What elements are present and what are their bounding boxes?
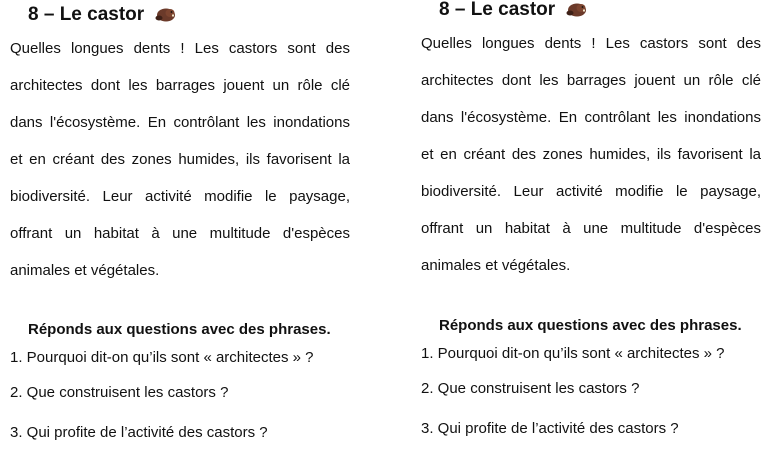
question-list xyxy=(421,339,761,449)
worksheet-right xyxy=(421,0,761,449)
beaver-icon xyxy=(566,1,588,17)
questions-header: Réponds aux questions avec des phrases. xyxy=(28,321,331,338)
worksheet-title xyxy=(421,0,761,25)
questions-section xyxy=(421,313,761,449)
title-text: 8 – Le castor xyxy=(439,0,556,20)
question-list xyxy=(10,343,350,453)
question-item: 1. Pourquoi dit-on qu’ils sont « architectes » ? xyxy=(10,349,314,366)
beaver-icon xyxy=(155,6,177,22)
question-item: 2. Que construisent les castors ? xyxy=(421,380,640,397)
questions-header: Réponds aux questions avec des phrases. xyxy=(439,317,742,334)
worksheet-title xyxy=(10,0,350,30)
question-item: 2. Que construisent les castors ? xyxy=(10,384,229,401)
paragraph-text: Quelles longues dents ! Les castors sont des architectes dont les barrages jouent un rôle clé dans l'écosystème. En contrôlant les inondations et en créant des zones humides, ils favorisent la biodiversité. Leur activité modifie le paysage, offrant un habitat à une multitude d'espèces animales et végétales. xyxy=(421,35,761,274)
question-item: 3. Qui profite de l’activité des castors ? xyxy=(10,424,268,441)
worksheet-left xyxy=(10,0,350,453)
title-text: 8 – Le castor xyxy=(28,4,145,25)
question-item: 3. Qui profite de l’activité des castors ? xyxy=(421,420,679,437)
questions-section xyxy=(10,317,350,453)
paragraph-text: Quelles longues dents ! Les castors sont des architectes dont les barrages jouent un rôle clé dans l'écosystème. En contrôlant les inondations et en créant des zones humides, ils favorisent la biodiversité. Leur activité modifie le paysage, offrant un habitat à une multitude d'espèces animales et végétales. xyxy=(10,40,350,279)
question-item: 1. Pourquoi dit-on qu’ils sont « architectes » ? xyxy=(421,345,725,362)
